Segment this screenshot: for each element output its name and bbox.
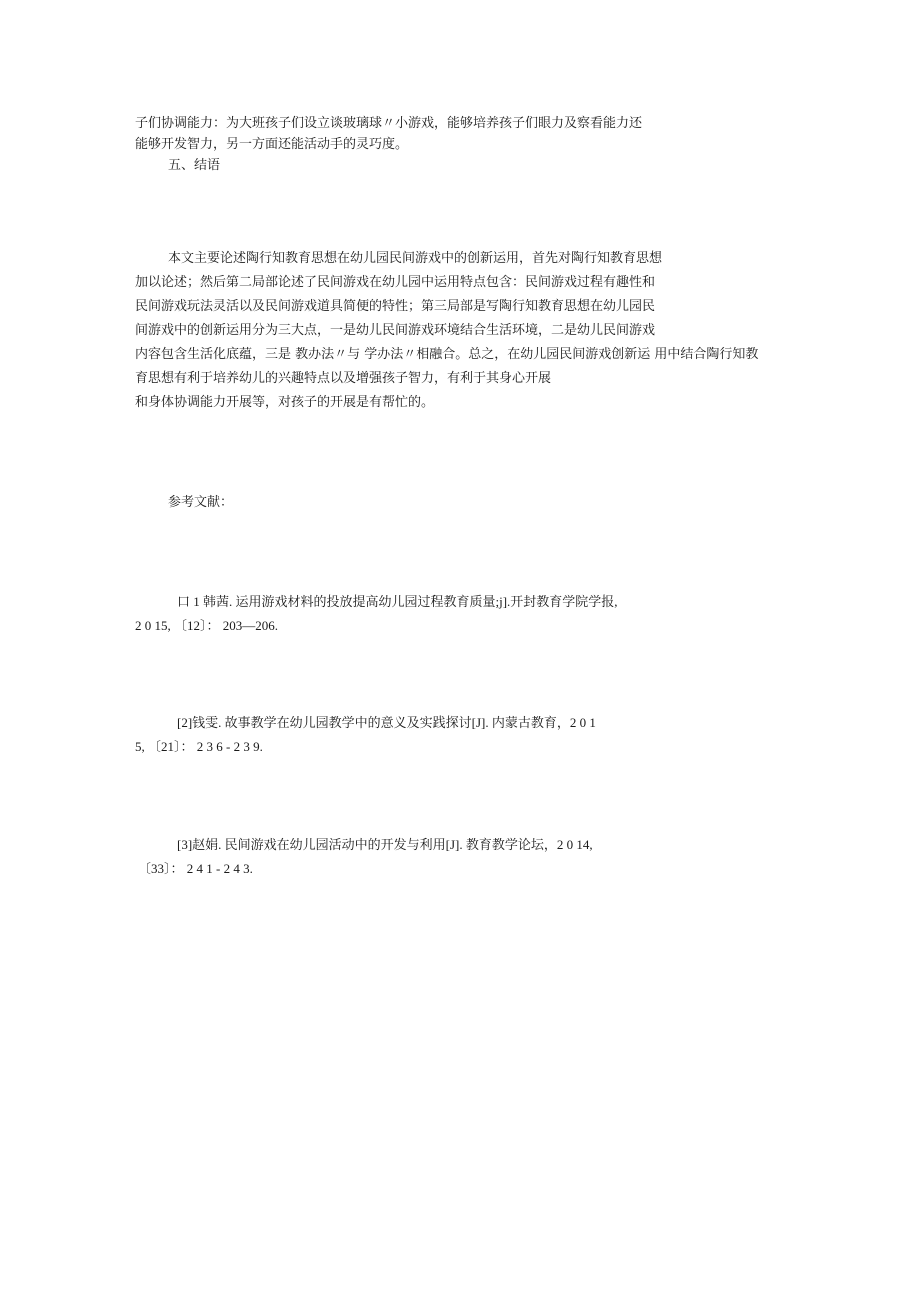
reference-3-line-1: [3]赵娟. 民间游戏在幼儿园活动中的开发与利用[J]. 教育教学论坛，2 0 14, (177, 837, 593, 852)
references-heading: 参考文献： (168, 495, 234, 510)
reference-1-line-2: 2 0 15, 〔12〕： 203—206. (135, 618, 279, 633)
section-heading-conclusion: 五、结语 (168, 158, 221, 173)
reference-1-line-1: 口 1 韩茜. 运用游戏材料的投放提高幼儿园过程教育质量;j].开封教育学院学报, (177, 594, 618, 609)
reference-3-line-2: 〔33〕： 2 4 1 - 2 4 3. (138, 861, 253, 876)
conclusion-line-7: 和身体协调能力开展等，对孩子的开展是有帮忙的。 (135, 395, 435, 410)
intro-line-1: 子们协调能力：为大班孩子们设立谈玻璃球〃小游戏，能够培养孩子们眼力及察看能力还 (135, 116, 643, 131)
conclusion-line-3: 民间游戏玩法灵活以及民间游戏道具简便的特性；第三局部是写陶行知教育思想在幼儿园民 (135, 299, 656, 314)
intro-line-2: 能够开发智力，另一方面还能活动手的灵巧度。 (135, 137, 409, 152)
conclusion-line-5: 内容包含生活化底蕴，三是 教办法〃与 学办法〃相融合。总之，在幼儿园民间游戏创新运 用中结合陶行知教 (135, 347, 759, 362)
reference-2-line-2: 5, 〔21〕： 2 3 6 - 2 3 9. (135, 739, 263, 754)
conclusion-line-1: 本文主要论述陶行知教育思想在幼儿园民间游戏中的创新运用，首先对陶行知教育思想 (168, 251, 663, 266)
conclusion-line-4: 间游戏中的创新运用分为三大点，一是幼儿民间游戏环境结合生活环境，二是幼儿民间游戏 (135, 323, 656, 338)
conclusion-line-6: 育思想有利于培养幼儿的兴趣特点以及增强孩子智力，有利于其身心开展 (135, 371, 552, 386)
reference-2-line-1: [2]钱雯. 故事教学在幼儿园教学中的意义及实践探讨[J]. 内蒙古教育，2 0 1 (177, 715, 596, 730)
conclusion-line-2: 加以论述；然后第二局部论述了民间游戏在幼儿园中运用特点包含：民间游戏过程有趣性和 (135, 275, 656, 290)
